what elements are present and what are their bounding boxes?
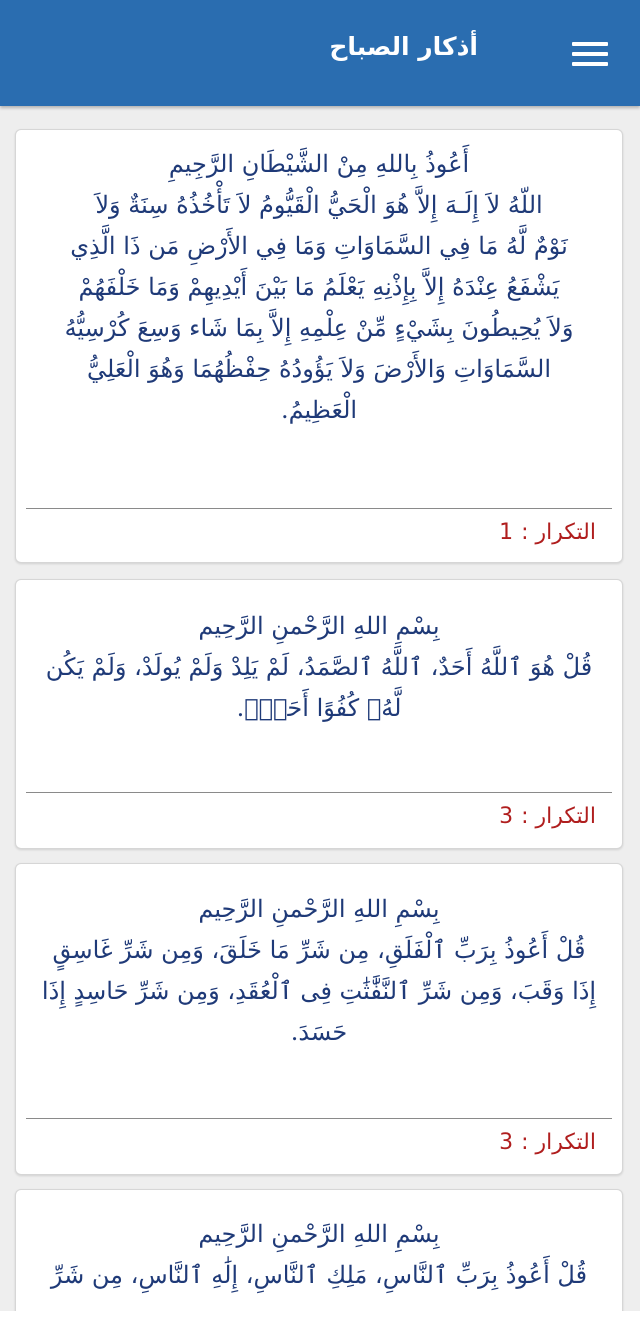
dhikr-card[interactable] bbox=[15, 863, 623, 1175]
menu-bar-line bbox=[572, 62, 608, 66]
dhikr-text bbox=[40, 889, 598, 1053]
dhikr-line: السَّمَاوَاتِ وَالأَرْضَ وَلاَ يَؤُودُهُ حِفْظُهُمَا وَهُوَ الْعَلِيُّ bbox=[86, 355, 552, 383]
dhikr-line: أَعُوذُ بِاللهِ مِنْ الشَّيْطَانِ الرَّجِيمِ bbox=[168, 150, 470, 178]
repeat-counter[interactable] bbox=[499, 520, 596, 545]
dhikr-text bbox=[40, 1214, 598, 1296]
dhikr-text bbox=[40, 144, 598, 431]
adhkar-list[interactable] bbox=[0, 106, 640, 1311]
app-bar bbox=[0, 0, 640, 106]
repeat-label: التكرار : bbox=[521, 520, 596, 545]
dhikr-line: قُلْ أَعُوذُ بِرَبِّ ٱلنَّاسِ، مَلِكِ ٱلنَّاسِ، إِلَٰهِ ٱلنَّاسِ، مِن شَرِّ bbox=[50, 1261, 588, 1289]
dhikr-line: إِذَا وَقَبَ، وَمِن شَرِّ ٱلنَّفَّٰثَٰتِ فِى ٱلْعُقَدِ، وَمِن شَرِّ حَاسِدٍ إِذَا bbox=[41, 977, 597, 1005]
dhikr-line: قُلْ أَعُوذُ بِرَبِّ ٱلْفَلَقِ، مِن شَرِّ مَا خَلَقَ، وَمِن شَرِّ غَاسِقٍ bbox=[52, 936, 586, 964]
dhikr-line: نَوْمٌ لَّهُ مَا فِي السَّمَاوَاتِ وَمَا فِي الأَرْضِ مَن ذَا الَّذِي bbox=[70, 232, 568, 260]
repeat-label: التكرار : bbox=[521, 1130, 596, 1155]
dhikr-line: بِسْمِ اللهِ الرَّحْمنِ الرَّحِيم bbox=[198, 895, 440, 923]
card-divider bbox=[26, 1118, 612, 1119]
repeat-count: 3 bbox=[499, 1130, 514, 1155]
card-divider bbox=[26, 508, 612, 509]
repeat-label: التكرار : bbox=[521, 804, 596, 829]
dhikr-line: بِسْمِ اللهِ الرَّحْمنِ الرَّحِيم bbox=[198, 612, 440, 640]
bottom-edge bbox=[0, 1311, 640, 1328]
dhikr-card[interactable] bbox=[15, 129, 623, 563]
dhikr-line: الْعَظِيمُ. bbox=[280, 396, 358, 424]
repeat-count: 3 bbox=[499, 804, 514, 829]
dhikr-line: بِسْمِ اللهِ الرَّحْمنِ الرَّحِيم bbox=[198, 1220, 440, 1248]
dhikr-line: حَسَدَ. bbox=[290, 1018, 348, 1046]
dhikr-line: وَلاَ يُحِيطُونَ بِشَيْءٍ مِّنْ عِلْمِهِ إِلاَّ بِمَا شَاء وَسِعَ كُرْسِيُّهُ bbox=[64, 314, 574, 342]
dhikr-line: اللّهُ لاَ إِلَـهَ إِلاَّ هُوَ الْحَيُّ الْقَيُّومُ لاَ تَأْخُذُهُ سِنَةٌ وَلاَ bbox=[95, 191, 543, 219]
page-title: أذكار الصباح bbox=[329, 32, 478, 61]
dhikr-card[interactable] bbox=[15, 1189, 623, 1311]
repeat-count: 1 bbox=[499, 520, 514, 545]
dhikr-card[interactable] bbox=[15, 579, 623, 849]
repeat-counter[interactable] bbox=[499, 1130, 596, 1155]
dhikr-line: قُلْ هُوَ ٱللَّهُ أَحَدٌ، ٱللَّهُ ٱلصَّمَدُ، لَمْ يَلِدْ وَلَمْ يُولَدْ، وَلَمْ يَكُن bbox=[45, 653, 593, 681]
dhikr-line: لَّهُۥ كُفُوًا أَحَدٌۢ. bbox=[236, 694, 402, 722]
dhikr-line: يَشْفَعُ عِنْدَهُ إِلاَّ بِإِذْنِهِ يَعْلَمُ مَا بَيْنَ أَيْدِيهِمْ وَمَا خَلْفَهُمْ bbox=[78, 273, 560, 301]
menu-bar-line bbox=[572, 52, 608, 56]
card-divider bbox=[26, 792, 612, 793]
hamburger-menu-icon[interactable] bbox=[572, 40, 608, 68]
dhikr-text bbox=[40, 606, 598, 729]
menu-bar-line bbox=[572, 42, 608, 46]
repeat-counter[interactable] bbox=[499, 804, 596, 829]
